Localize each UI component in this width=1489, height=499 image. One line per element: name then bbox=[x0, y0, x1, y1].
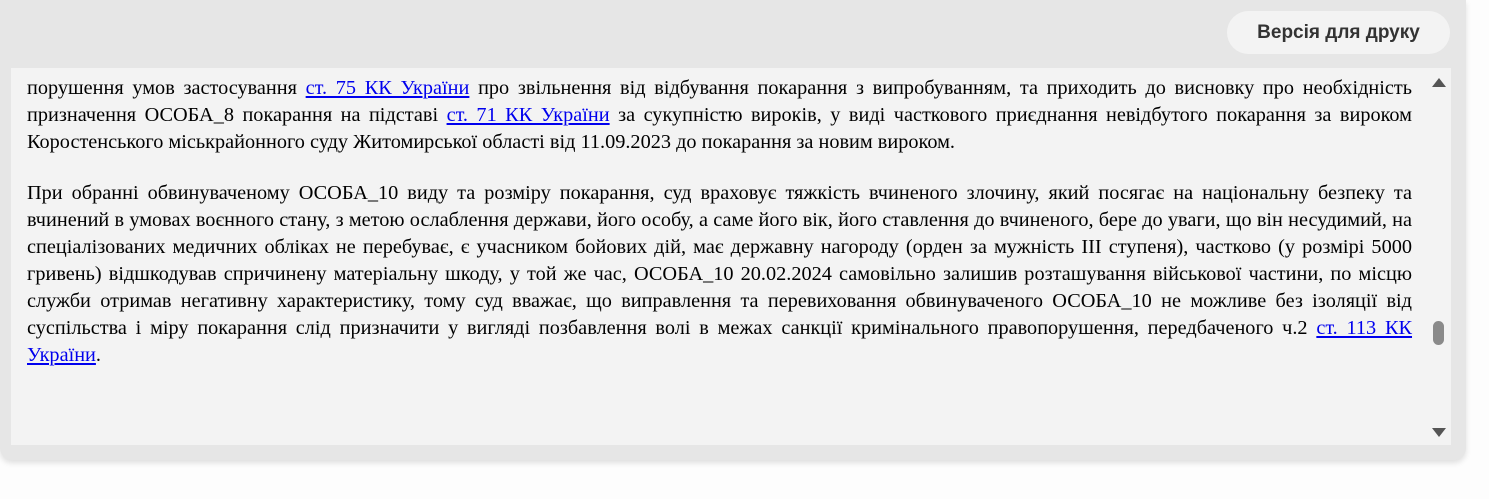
document-text bbox=[27, 68, 1412, 393]
text-run: про звільнення від відбування покарання з випробуванням, та приходить до висновку про необхідність призначення ОСОБА_8 покарання на підставі bbox=[27, 77, 1412, 126]
link-article-71[interactable]: ст. 71 КК України bbox=[446, 104, 610, 126]
text-run: . bbox=[95, 344, 101, 366]
print-version-button[interactable]: Версія для друку bbox=[1227, 11, 1450, 54]
document-viewer[interactable] bbox=[11, 68, 1451, 445]
text-run: за сукупністю вироків, у виді часткового приєднання невідбутого покарання за вироком Коростенського міськрайонного суду Житомирської області від 11.09.2023 до покарання за новим вироком. bbox=[27, 104, 1413, 153]
clipped-previous-line bbox=[27, 68, 1412, 75]
paragraph-sentence-choice bbox=[27, 180, 1412, 369]
paragraph-sentence-conditions bbox=[27, 75, 1412, 156]
text-run: При обранні обвинуваченому ОСОБА_10 виду та розміру покарання, суд враховує тяжкість вчиненого злочину, який посягає на національну безпеку та вчинений в умовах воєнного стану, з метою ослаблення держави, його особу, а саме його вік, його ставлення до вчиненого, бере до уваги, що він несудимий, на спеціалізованих медичних обліках не перебуває, є учасником бойових дій, має державну нагороду (орден за мужність ІІІ ступеня), частково (у розмірі 5000 гривень) відшкодував спричинену матеріальну шкоду, у той же час, ОСОБА_10 20.02.2024 самовільно залишив розташування військової частини, по місцю служби отримав негативну характеристику, тому суд вважає, що виправлення та перевиховання обвинуваченого ОСОБА_10 не можливе без ізоляції від суспільства і міру покарання слід призначити у вигляді позбавлення волі в межах санкції кримінального правопорушення, передбаченого ч.2 bbox=[27, 182, 1412, 339]
scroll-up-arrow-icon[interactable] bbox=[1431, 74, 1447, 90]
link-article-113[interactable]: ст. 113 КК України bbox=[27, 317, 1413, 366]
scrollbar-thumb[interactable] bbox=[1433, 321, 1444, 345]
link-article-75[interactable]: ст. 75 КК України bbox=[305, 77, 470, 99]
text-run: порушення умов застосування bbox=[27, 77, 306, 99]
vertical-scrollbar[interactable] bbox=[1428, 68, 1450, 445]
scroll-down-arrow-icon[interactable] bbox=[1431, 424, 1447, 440]
